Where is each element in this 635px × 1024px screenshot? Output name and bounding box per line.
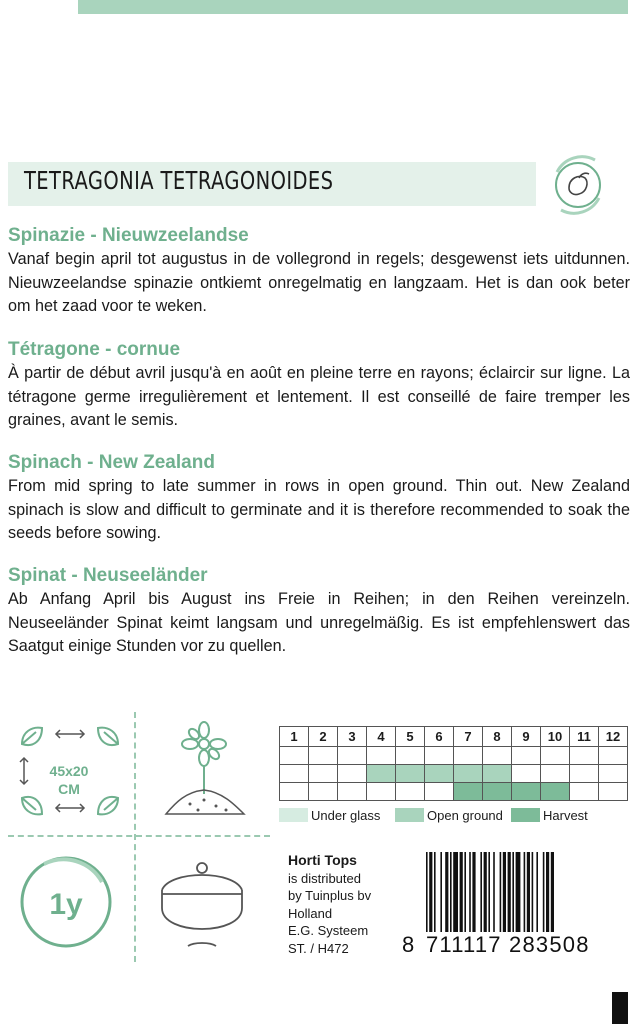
barcode-bar [440, 852, 442, 932]
calendar-cell [396, 783, 425, 801]
distributor-info [288, 852, 371, 957]
description-title: Spinat - Neuseeländer [8, 565, 208, 586]
description-text: À partir de début avril jusqu'à en août en pleine terre en rayons; éclaircir sur ligne. La tétragone germe irregulièrement et lentement. Il est conseillé de faire tremper les graines, avant le semis. [8, 364, 630, 429]
barcode-bar [488, 852, 490, 932]
description-title: Spinach - New Zealand [8, 452, 215, 473]
barcode-first-digit: 8 [402, 932, 415, 957]
month-header: 6 [425, 727, 454, 747]
description-german [8, 564, 630, 659]
barcode-bars [424, 852, 632, 932]
month-header: 5 [396, 727, 425, 747]
calendar-cell [454, 765, 483, 783]
description-text: Ab Anfang April bis August ins Freie in Reihen; in den Reihen vereinzeln. Neuseeländer Spinat keimt langsam und unregelmäßig. Es ist empfehlenswert das Saatgut einige Stunden vor zu quellen. [8, 590, 630, 655]
barcode-bar [532, 852, 534, 932]
calendar-cell [309, 765, 338, 783]
barcode-bar [536, 852, 538, 932]
distributor-line: by Tuinplus bv [288, 888, 372, 903]
barcode-bar [469, 852, 471, 932]
calendar-cell [570, 765, 599, 783]
calendar-row-harvest [280, 783, 628, 801]
legend-swatch-harvest [511, 808, 540, 822]
calendar-cell [367, 783, 396, 801]
calendar-cell [396, 765, 425, 783]
registration-mark [612, 992, 628, 1024]
calendar-cell [599, 765, 628, 783]
description-title: Spinazie - Nieuwzeelandse [8, 225, 249, 246]
calendar-cell [338, 783, 367, 801]
month-header: 4 [367, 727, 396, 747]
calendar-cell [483, 765, 512, 783]
month-header: 9 [512, 727, 541, 747]
barcode-bar [445, 852, 448, 932]
calendar-row-under-glass [280, 747, 628, 765]
lifecycle-label: 1y [49, 888, 83, 921]
calendar-cell [425, 783, 454, 801]
calendar-cell [338, 747, 367, 765]
calendar-cell [483, 747, 512, 765]
calendar-cell [599, 747, 628, 765]
calendar-cell [309, 783, 338, 801]
calendar-cell [280, 747, 309, 765]
legend-label: Harvest [543, 808, 588, 823]
barcode-digits: 711117 283508 [426, 932, 590, 957]
calendar-cell [309, 747, 338, 765]
calendar-cell [541, 783, 570, 801]
barcode-bar [508, 852, 511, 932]
icon-divider-vertical [134, 712, 136, 962]
calendar-cell [570, 783, 599, 801]
month-header: 12 [599, 727, 628, 747]
calendar-cell [338, 765, 367, 783]
calendar-cell [425, 747, 454, 765]
barcode-bar [464, 852, 466, 932]
distributor-line: E.G. Systeem [288, 923, 369, 938]
month-header: 7 [454, 727, 483, 747]
barcode-bar [429, 852, 432, 932]
calendar-row-open-ground [280, 765, 628, 783]
barcode-bar [426, 852, 428, 932]
calendar-cell [599, 783, 628, 801]
legend-label: Open ground [427, 808, 503, 823]
calendar-cell [570, 747, 599, 765]
month-header: 8 [483, 727, 512, 747]
recycle-seed-icon [545, 152, 611, 218]
calendar-cell [454, 747, 483, 765]
calendar-cell [541, 765, 570, 783]
calendar-cell [512, 783, 541, 801]
top-color-band [78, 0, 628, 14]
barcode-bar [434, 852, 436, 932]
description-dutch [8, 224, 630, 319]
sowing-depth-icon [156, 718, 252, 824]
barcode-bar [527, 852, 530, 932]
distributor-line: ST. / H472 [288, 940, 349, 956]
calendar-cell [454, 783, 483, 801]
description-french [8, 338, 630, 433]
month-header: 10 [541, 727, 570, 747]
calendar-cell [280, 765, 309, 783]
distributor-line: is distributed [288, 870, 361, 886]
calendar-cell [280, 783, 309, 801]
calendar-cell [367, 765, 396, 783]
sowing-calendar [279, 726, 628, 801]
calendar-cell [483, 783, 512, 801]
plant-spacing-label: 45x20 CM [49, 763, 89, 797]
species-latin-name: TETRAGONIA TETRAGONOIDES [24, 166, 334, 195]
container-pot-icon [150, 850, 254, 954]
calendar-cell [425, 765, 454, 783]
distributor-line: Holland [288, 905, 333, 921]
barcode-bar [450, 852, 452, 932]
description-text: Vanaf begin april tot augustus in de vollegrond in regels; desgewenst iets uitdunnen. Nieuwzeelandse spinazie ontkiemt onregelmatig en langzaam. Het is dan ook beter om het zaad voor te weken. [8, 250, 630, 315]
barcode-bar [512, 852, 514, 932]
barcode-bar [472, 852, 475, 932]
barcode-bar [546, 852, 549, 932]
calendar-cell [512, 747, 541, 765]
barcode-bar [480, 852, 482, 932]
month-header: 1 [280, 727, 309, 747]
barcode-bar [460, 852, 463, 932]
calendar-cell [367, 747, 396, 765]
month-header: 3 [338, 727, 367, 747]
barcode-bar [543, 852, 545, 932]
barcode-bar [453, 852, 458, 932]
calendar-cell [512, 765, 541, 783]
calendar-cell [396, 747, 425, 765]
barcode-bar [493, 852, 495, 932]
barcode-bar [516, 852, 521, 932]
month-header: 11 [570, 727, 599, 747]
icon-divider-horizontal [8, 835, 270, 837]
description-title: Tétragone - cornue [8, 339, 181, 360]
brand-name: Horti Tops [288, 852, 357, 868]
legend-swatch-open-ground [395, 808, 424, 822]
barcode-bar [503, 852, 506, 932]
barcode-bar [484, 852, 487, 932]
description-text: From mid spring to late summer in rows in open ground. Thin out. New Zealand spinach is slow and difficult to germinate and it is therefore recommended to soak the seeds before sowing. [8, 477, 630, 542]
description-english [8, 451, 630, 546]
barcode-bar [524, 852, 526, 932]
legend-label: Under glass [311, 808, 381, 823]
barcode-bar [551, 852, 554, 932]
barcode-bar [500, 852, 502, 932]
legend-swatch-under-glass [279, 808, 308, 822]
calendar-cell [541, 747, 570, 765]
month-header: 2 [309, 727, 338, 747]
